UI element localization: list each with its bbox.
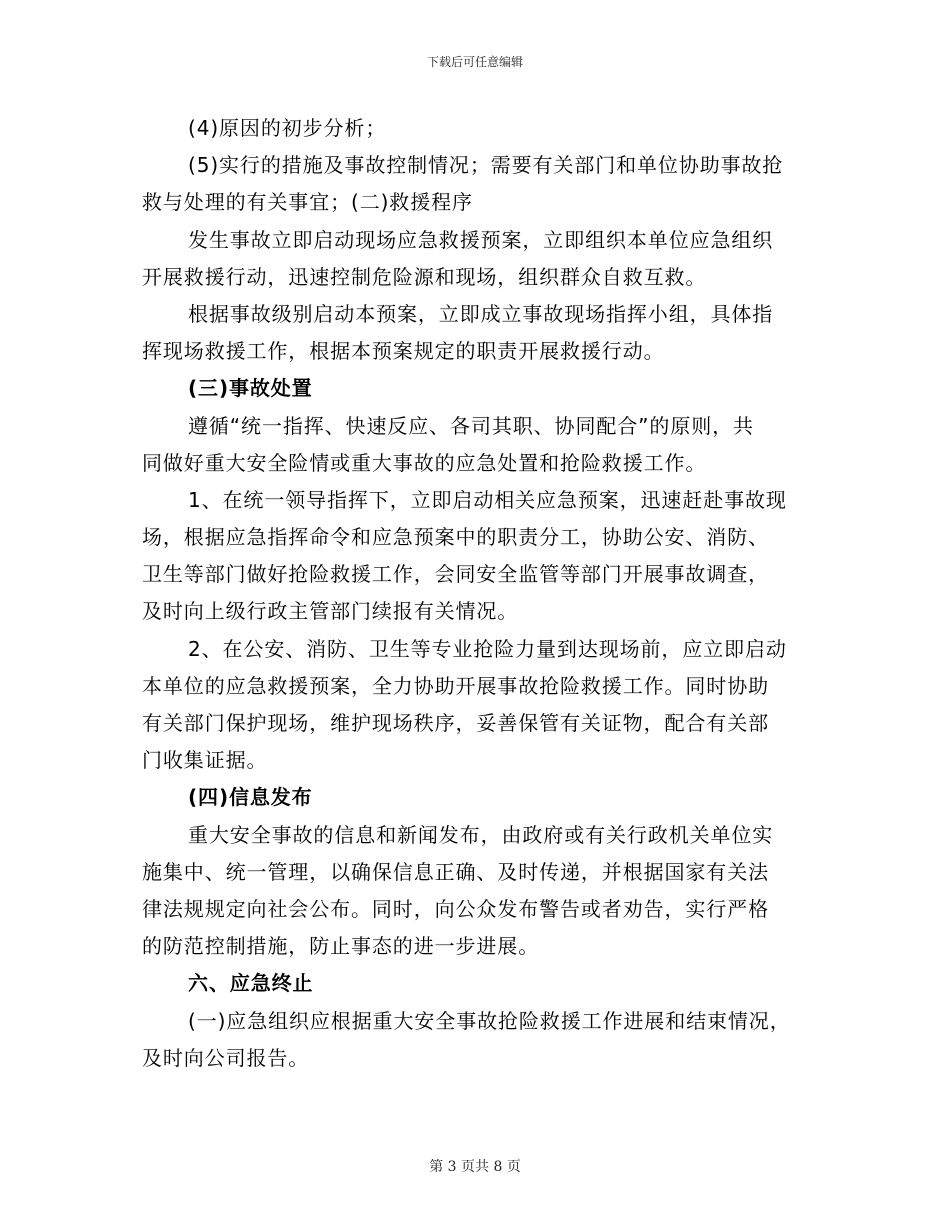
section-heading-accident-handling: (三)事故处置 (188, 376, 313, 401)
text-line: 有关部门保护现场，维护现场秩序，妥善保管有关证物，配合有关部 (142, 711, 769, 735)
text-line: 挥现场救援工作，根据本预案规定的职责开展救援行动。 (142, 339, 665, 364)
paragraph-line: (一)应急组织应根据重大安全事故抢险救援工作进展和结束情况， (188, 1008, 791, 1033)
text-line: 开展救援行动，迅速控制危险源和现场，组织群众自救互救。 (142, 264, 707, 289)
text-line: 门收集证据。 (142, 748, 268, 773)
paragraph-line: 根据事故级别启动本预案，立即成立事故现场指挥小组，具体指 (188, 301, 774, 326)
text-line: 本单位的应急救援预案，全力协助开展事故抢险救援工作。同时协助 (142, 673, 769, 698)
paragraph-line: 遵循“统一指挥、快速反应、各司其职、协同配合”的原则，共 (188, 413, 754, 438)
paragraph-line: 重大安全事故的信息和新闻发布，由政府或有关行政机关单位实 (188, 822, 774, 847)
section-heading-info-release: (四)信息发布 (188, 785, 313, 810)
list-item-4: (4)原因的初步分析； (188, 116, 387, 140)
text-line: 同做好重大安全险情或重大事故的应急处置和抢险救援工作。 (142, 450, 707, 475)
page-footer: 第 3 页共 8 页 (429, 1159, 521, 1175)
page-header: 下载后可任意编辑 (426, 55, 523, 69)
text-line: 律法规规定向社会公布。同时，向公众发布警告或者劝告，实行严格 (142, 896, 769, 921)
text-line: 的防范控制措施，防止事态的进一步进展。 (142, 934, 540, 959)
document-body (142, 110, 807, 1077)
text-line: 及时向上级行政主管部门续报有关情况。 (142, 599, 519, 624)
text-line: 卫生等部门做好抢险救援工作，会同安全监管等部门开展事故调查， (142, 562, 769, 587)
text-line: 及时向公司报告。 (142, 1045, 310, 1070)
list-item-5: (5)实行的措施及事故控制情况；需要有关部门和单位协助事故抢 (188, 153, 784, 178)
text-line: 施集中、统一管理，以确保信息正确、及时传递，并根据国家有关法 (142, 859, 769, 884)
list-item-1: 1、在统一领导指挥下，立即启动相关应急预案，迅速赶赴事故现 (188, 487, 787, 512)
section-heading-emergency-termination: 六、应急终止 (188, 971, 314, 996)
paragraph-line: 发生事故立即启动现场应急救援预案，立即组织本单位应急组织 (188, 227, 774, 252)
text-line: 救与处理的有关事宜；(二)救援程序 (142, 190, 473, 215)
list-item-2: 2、在公安、消防、卫生等专业抢险力量到达现场前，应立即启动 (188, 636, 787, 661)
text-line: 场，根据应急指挥命令和应急预案中的职责分工，协助公安、消防、 (142, 525, 769, 550)
